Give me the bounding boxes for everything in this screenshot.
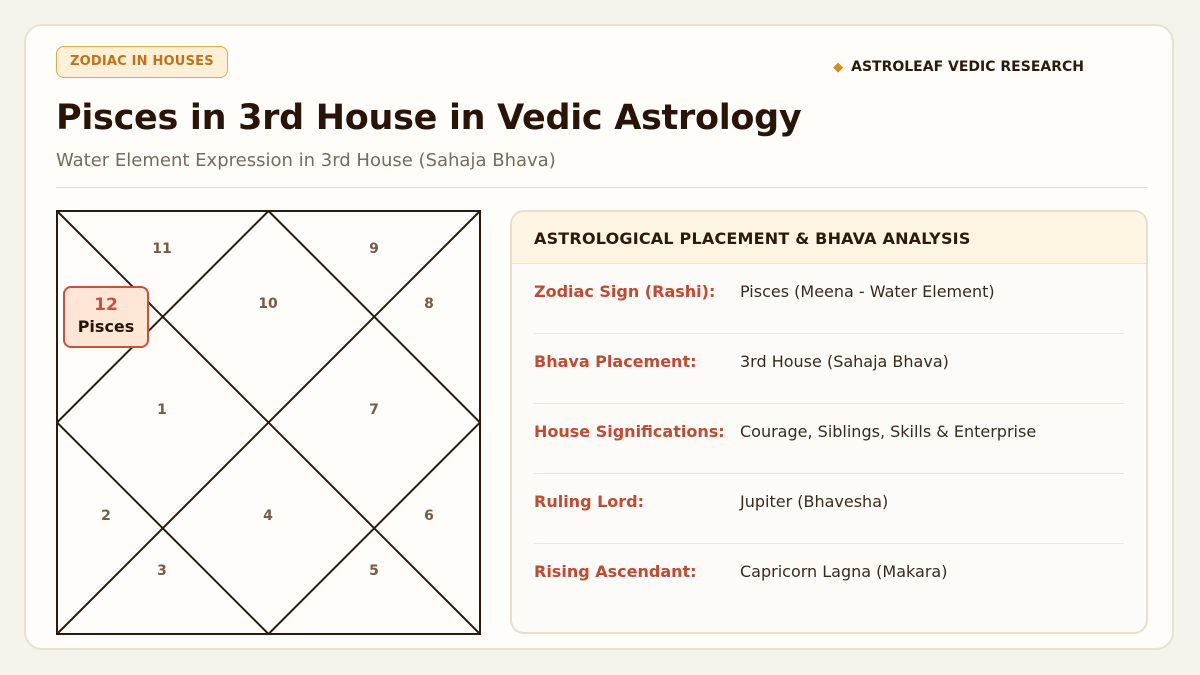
row-value: 3rd House (Sahaja Bhava)	[740, 352, 949, 371]
highlighted-sign: Pisces	[77, 317, 135, 336]
brand-name: ASTROLEAF VEDIC RESEARCH	[851, 59, 1084, 75]
row-house-significations	[534, 404, 1124, 474]
page-subtitle: Water Element Expression in 3rd House (Sahaja Bhava)	[56, 150, 556, 171]
row-rising-ascendant	[534, 544, 1124, 614]
main-card	[24, 24, 1174, 650]
analysis-panel	[510, 210, 1148, 634]
row-label: Rising Ascendant:	[534, 562, 697, 581]
house-8-number: 8	[424, 296, 434, 312]
row-label: House Significations:	[534, 422, 725, 441]
north-indian-chart	[56, 210, 481, 635]
house-3-number: 3	[157, 563, 167, 579]
analysis-rows	[512, 264, 1146, 614]
page-title: Pisces in 3rd House in Vedic Astrology	[56, 98, 802, 138]
category-tag[interactable]: ZODIAC IN HOUSES	[56, 46, 228, 78]
highlighted-house-number: 12	[94, 295, 118, 315]
row-value: Jupiter (Bhavesha)	[740, 492, 889, 511]
row-value: Courage, Siblings, Skills & Enterprise	[740, 422, 1037, 441]
house-7-number: 7	[369, 402, 379, 418]
row-zodiac-sign	[534, 264, 1124, 334]
chart-lines	[56, 210, 481, 635]
house-6-number: 6	[424, 508, 434, 524]
house-2-number: 2	[101, 508, 111, 524]
row-bhava-placement	[534, 334, 1124, 404]
house-4-number: 4	[263, 508, 273, 524]
row-label: Bhava Placement:	[534, 352, 697, 371]
row-ruling-lord	[534, 474, 1124, 544]
diamond-icon: ◆	[833, 59, 844, 75]
house-11-number: 11	[152, 241, 172, 257]
house-9-number: 9	[369, 241, 379, 257]
house-1-number: 1	[157, 402, 167, 418]
row-label: Zodiac Sign (Rashi):	[534, 282, 716, 301]
panel-heading: ASTROLOGICAL PLACEMENT & BHAVA ANALYSIS	[512, 212, 1146, 264]
row-value: Capricorn Lagna (Makara)	[740, 562, 948, 581]
house-5-number: 5	[369, 563, 379, 579]
house-10-number: 10	[258, 296, 278, 312]
divider	[56, 187, 1148, 188]
brand	[833, 59, 1084, 75]
highlighted-house-12[interactable]	[63, 286, 149, 348]
row-value: Pisces (Meena - Water Element)	[740, 282, 995, 301]
row-label: Ruling Lord:	[534, 492, 645, 511]
